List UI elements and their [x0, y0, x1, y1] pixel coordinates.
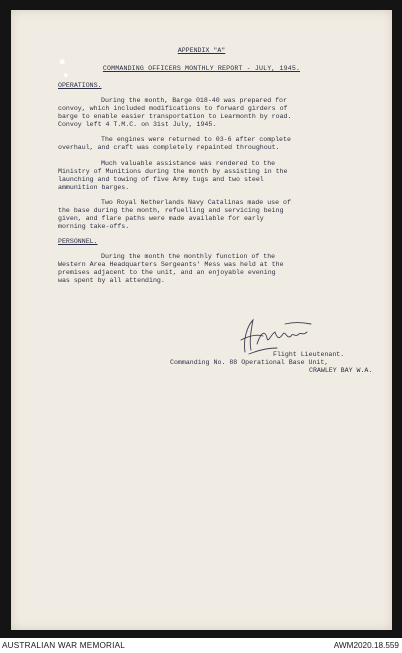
- institution-label: AUSTRALIAN WAR MEMORIAL: [2, 641, 126, 650]
- paragraph-line: barge to enable easier transportation to Learmonth by road.: [58, 113, 292, 120]
- paragraph-line: convoy, which included modifications to forward girders of: [58, 105, 288, 112]
- paragraph-line: morning take-offs.: [58, 223, 130, 230]
- handwritten-signature: [237, 314, 317, 356]
- appendix-heading: APPENDIX "A": [177, 47, 226, 54]
- paragraph-line: ammunition barges.: [58, 184, 130, 191]
- document-body: [11, 10, 392, 630]
- paragraph-line: was spent by all attending.: [58, 277, 165, 284]
- paragraph-line: given, and flare paths were made available for early: [58, 215, 264, 222]
- paragraph-line: Ministry of Munitions during the month by assisting in the: [58, 168, 288, 175]
- paragraph-line: launching and towing of five Army tugs and two steel: [58, 176, 264, 183]
- paragraph-line: The engines were returned to 03-6 after complete: [101, 136, 291, 143]
- signatory-location: CRAWLEY BAY W.A.: [309, 367, 373, 374]
- paragraph-line: Convoy left 4 T.M.C. on 31st July, 1945.: [58, 121, 217, 128]
- paragraph-line: overhaul, and craft was completely repainted throughout.: [58, 144, 280, 151]
- section-heading-personnel: PERSONNEL.: [58, 238, 98, 245]
- paragraph-line: Much valuable assistance was rendered to the: [101, 160, 276, 167]
- archive-footer: [0, 640, 402, 653]
- signatory-rank: Flight Lieutenant.: [273, 351, 345, 358]
- section-heading-operations: OPERATIONS.: [58, 82, 102, 89]
- signatory-unit: Commanding No. 88 Operational Base Unit,: [170, 359, 329, 366]
- document-page: [11, 10, 392, 630]
- paragraph-line: premises adjacent to the unit, and an enjoyable evening: [58, 269, 276, 276]
- paragraph-line: the base during the month, refuelling and servicing being: [58, 207, 284, 214]
- paragraph-line: During the month, Barge 018-40 was prepared for: [101, 97, 287, 104]
- paragraph-line: Two Royal Netherlands Navy Catalinas made use of: [101, 199, 291, 206]
- paragraph-line: Western Area Headquarters Sergeants' Mess was held at the: [58, 261, 284, 268]
- report-title: COMMANDING OFFICERS MONTHLY REPORT - JULY, 1945.: [102, 65, 301, 72]
- catalogue-reference: AWM2020.18.559: [333, 641, 399, 650]
- paragraph-line: During the month the monthly function of the: [101, 253, 276, 260]
